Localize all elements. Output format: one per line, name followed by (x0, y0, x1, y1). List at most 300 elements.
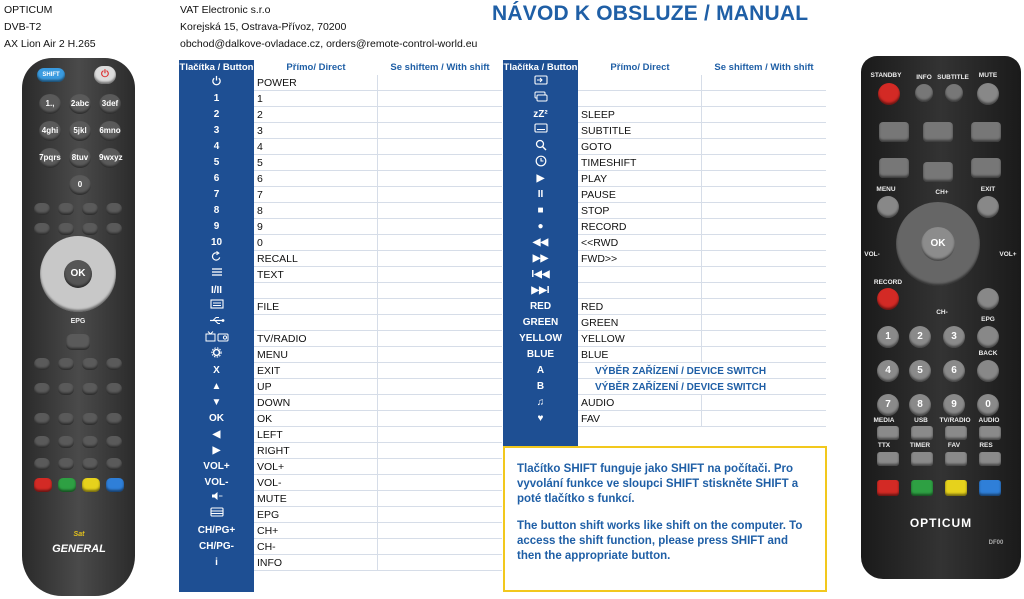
standard-line: DVB-T2 (4, 21, 42, 33)
function-key[interactable] (106, 203, 122, 215)
epg-button[interactable] (977, 326, 999, 348)
button-cell (503, 139, 578, 155)
shift-cell (378, 123, 502, 139)
button-cell: ♫ (536, 397, 545, 408)
table-row (503, 107, 826, 123)
table-row (503, 411, 826, 427)
table-row (503, 299, 826, 315)
function-key[interactable] (34, 203, 50, 215)
red-key[interactable] (34, 478, 52, 492)
table-row (503, 203, 826, 219)
function-key[interactable] (945, 452, 967, 466)
shift-cell (702, 363, 826, 379)
mute-label: MUTE (978, 72, 998, 79)
button-cell: CH/PG- (199, 541, 234, 552)
ok-button[interactable]: OK (921, 227, 955, 261)
shift-cell (702, 267, 826, 283)
tv-radio-icon (205, 331, 229, 348)
direct-cell: RECORD (578, 219, 702, 235)
function-key[interactable] (82, 436, 98, 448)
direct-cell: UP (254, 379, 378, 395)
digit-key-6[interactable]: 6 (943, 360, 965, 382)
button-cell: GREEN (522, 317, 559, 328)
direct-cell: MENU (254, 347, 378, 363)
shift-cell (702, 251, 826, 267)
function-key[interactable] (979, 426, 1001, 440)
function-key[interactable] (106, 223, 122, 235)
direct-cell: PLAY (578, 171, 702, 187)
table-row (179, 219, 502, 235)
direct-cell: <<RWD (578, 235, 702, 251)
button-cell: 7 (213, 189, 220, 200)
shift-cell (702, 203, 826, 219)
digit-key-9[interactable]: 9 (943, 394, 965, 416)
direct-cell: 5 (254, 155, 378, 171)
table-row (503, 363, 826, 379)
table-row (179, 171, 502, 187)
button-cell (179, 315, 254, 331)
info-button[interactable] (915, 84, 933, 102)
ttx-label: TTX (877, 442, 891, 449)
exit-button[interactable] (977, 196, 999, 218)
shift-cell (378, 523, 502, 539)
col-button-header: Tlačítka / Button (503, 62, 578, 73)
table-row (179, 363, 502, 379)
direct-cell: 1 (254, 91, 378, 107)
direct-cell: TIMESHIFT (578, 155, 702, 171)
device-switch-label: VÝBĚR ZAŘÍZENÍ / DEVICE SWITCH (595, 382, 767, 393)
table-row (179, 427, 502, 443)
button-cell (179, 347, 254, 363)
table-row (503, 139, 826, 155)
digit-key-0[interactable]: 0 (69, 175, 91, 195)
direct-cell: EPG (254, 507, 378, 523)
shift-cell (378, 267, 502, 283)
shift-cell (702, 107, 826, 123)
table-row (179, 395, 502, 411)
button-cell: 6 (213, 173, 220, 184)
direct-cell: RECALL (254, 251, 378, 267)
shift-cell (378, 491, 502, 507)
function-key[interactable] (34, 413, 50, 425)
button-cell: 1 (213, 93, 220, 104)
power-button[interactable]: ⏻ (94, 66, 116, 84)
button-cell: 3 (213, 125, 220, 136)
blue-key[interactable] (979, 480, 1001, 496)
table-header (503, 60, 826, 75)
epg-label: EPG (70, 318, 86, 325)
function-key[interactable] (58, 458, 74, 470)
shift-button[interactable]: SHIFT (37, 68, 65, 82)
shift-cell (702, 395, 826, 411)
vol-minus-label: VOL- (864, 251, 880, 258)
usb-icon (209, 315, 225, 331)
direct-cell (254, 315, 378, 331)
record-label: RECORD (873, 279, 903, 286)
table-row (179, 267, 502, 283)
button-cell: A (536, 365, 545, 376)
function-key[interactable] (877, 452, 899, 466)
table-row (503, 171, 826, 187)
button-cell: ▼ (211, 397, 222, 408)
vol-plus-label: VOL+ (999, 251, 1017, 258)
digit-key-8[interactable]: 8 (909, 394, 931, 416)
table-row (179, 491, 502, 507)
audio-label: AUDIO (978, 417, 1000, 424)
table-header (179, 60, 502, 75)
button-cell: 2 (213, 109, 220, 120)
function-key[interactable] (82, 358, 98, 370)
shift-cell (702, 347, 826, 363)
transport-key[interactable] (923, 162, 953, 182)
shift-cell (378, 219, 502, 235)
button-cell: ■ (537, 205, 544, 216)
timer-label: TIMER (909, 442, 931, 449)
digit-key-5[interactable]: 5jkl (69, 121, 91, 141)
direct-cell: RIGHT (254, 443, 378, 459)
company-email: obchod@dalkove-ovladace.cz, orders@remote-control-world.eu (180, 38, 478, 50)
shift-cell (702, 219, 826, 235)
function-key[interactable] (58, 383, 74, 395)
table-row (179, 91, 502, 107)
general-logo: GENERAL (52, 543, 106, 555)
direct-cell (578, 91, 702, 107)
direct-cell: RED (578, 299, 702, 315)
table-row (503, 347, 826, 363)
opticum-remote (861, 56, 1021, 579)
shift-cell (378, 107, 502, 123)
table-row (179, 123, 502, 139)
shift-cell (378, 187, 502, 203)
button-cell: ▲ (211, 381, 222, 392)
function-key[interactable] (58, 413, 74, 425)
green-key[interactable] (58, 478, 76, 492)
col-direct-header: Přímo/ Direct (286, 62, 346, 73)
button-cell: YELLOW (519, 333, 562, 344)
direct-cell: TEXT (254, 267, 378, 283)
epg-button[interactable] (66, 334, 90, 350)
shift-cell (702, 235, 826, 251)
menu-label: MENU (876, 186, 896, 193)
shift-cell (702, 91, 826, 107)
direct-cell: MUTE (254, 491, 378, 507)
table-row (179, 155, 502, 171)
direct-cell: LEFT (254, 427, 378, 443)
direct-cell: FWD>> (578, 251, 702, 267)
epg-icon (210, 507, 224, 523)
shift-cell (378, 235, 502, 251)
shift-cell (378, 283, 502, 299)
function-key[interactable] (34, 436, 50, 448)
button-cell: RED (529, 301, 552, 312)
button-cell: X (213, 365, 220, 376)
shift-cell (378, 475, 502, 491)
shift-cell (378, 395, 502, 411)
digit-key-7[interactable]: 7pqrs (39, 148, 61, 168)
digit-key-2[interactable]: 2 (909, 326, 931, 348)
function-key[interactable] (106, 383, 122, 395)
digit-key-3[interactable]: 3 (943, 326, 965, 348)
digit-key-0[interactable]: 0 (977, 394, 999, 416)
button-cell: 4 (213, 141, 220, 152)
function-key[interactable] (34, 223, 50, 235)
table-row (179, 331, 502, 347)
table-row (179, 251, 502, 267)
function-key[interactable] (106, 413, 122, 425)
function-key[interactable] (945, 426, 967, 440)
shift-cell (378, 171, 502, 187)
gear-icon (211, 347, 222, 364)
table-row (179, 411, 502, 427)
shift-cell (702, 411, 826, 427)
function-key[interactable] (979, 452, 1001, 466)
button-cell (179, 331, 254, 347)
function-key[interactable] (82, 223, 98, 235)
table-row (179, 523, 502, 539)
table-row (503, 267, 826, 283)
shift-cell (378, 363, 502, 379)
media-label: MEDIA (873, 417, 895, 424)
button-cell (179, 491, 254, 507)
direct-cell (578, 379, 767, 395)
digit-key-4[interactable]: 4 (877, 360, 899, 382)
shift-cell (702, 75, 826, 91)
usb-label: USB (914, 417, 928, 424)
button-cell: BLUE (526, 349, 555, 360)
button-cell: ◀◀ (532, 237, 549, 248)
function-key[interactable] (877, 426, 899, 440)
digit-key-2[interactable]: 2abc (69, 94, 91, 114)
button-cell (179, 75, 254, 91)
table-row (503, 283, 826, 299)
green-key[interactable] (911, 480, 933, 496)
table-row (179, 315, 502, 331)
standby-button[interactable] (878, 83, 900, 105)
table-row (179, 459, 502, 475)
button-cell: I◀◀ (531, 269, 550, 280)
digit-key-3[interactable]: 3def (99, 94, 121, 114)
direct-cell: 7 (254, 187, 378, 203)
company-name: VAT Electronic s.r.o (180, 4, 271, 16)
yellow-key[interactable] (82, 478, 100, 492)
transport-key[interactable] (971, 158, 1001, 178)
function-key[interactable] (82, 458, 98, 470)
direct-cell (578, 283, 702, 299)
function-key[interactable] (106, 358, 122, 370)
button-cell (503, 155, 578, 171)
mute-icon (211, 491, 223, 507)
menu-button[interactable] (877, 196, 899, 218)
table-row (503, 75, 826, 91)
subtitle-icon (534, 123, 548, 139)
button-cell (179, 251, 254, 267)
function-key[interactable] (106, 458, 122, 470)
digit-key-1[interactable]: 1., (39, 94, 61, 114)
digit-key-8[interactable]: 8tuv (69, 148, 91, 168)
digit-key-5[interactable]: 5 (909, 360, 931, 382)
standby-label: STANDBY (870, 72, 902, 79)
function-key[interactable] (58, 223, 74, 235)
direct-cell (578, 267, 702, 283)
digit-key-7[interactable]: 7 (877, 394, 899, 416)
blue-key[interactable] (106, 478, 124, 492)
button-cell: B (536, 381, 545, 392)
table-row (179, 235, 502, 251)
shift-cell (378, 379, 502, 395)
shift-cell (702, 123, 826, 139)
epg-label: EPG (981, 316, 995, 323)
brand-line: OPTICUM (4, 4, 53, 16)
button-cell (179, 299, 254, 315)
function-key[interactable] (106, 436, 122, 448)
button-cell: VOL+ (203, 461, 230, 472)
digit-key-6[interactable]: 6mno (99, 121, 121, 141)
direct-cell: CH+ (254, 523, 378, 539)
table-row (503, 379, 826, 395)
direct-cell: POWER (254, 75, 378, 91)
shift-cell (378, 75, 502, 91)
info-label: INFO (916, 74, 932, 81)
model-code: DF00 (988, 540, 1004, 546)
direct-cell: VOL+ (254, 459, 378, 475)
tv-radio-label: TV/RADIO (939, 417, 971, 424)
function-key[interactable] (58, 203, 74, 215)
direct-cell: EXIT (254, 363, 378, 379)
transport-key[interactable] (879, 158, 909, 178)
button-table-right (503, 60, 827, 446)
button-cell: ▶ (536, 173, 545, 184)
function-key[interactable] (82, 203, 98, 215)
subtitle-button[interactable] (945, 84, 963, 102)
direct-cell: DOWN (254, 395, 378, 411)
button-cell: 9 (213, 221, 220, 232)
col-direct-header: Přímo/ Direct (610, 62, 670, 73)
exit-label: EXIT (980, 186, 996, 193)
table-row (179, 107, 502, 123)
direct-cell: 0 (254, 235, 378, 251)
shift-cell (702, 331, 826, 347)
table-row (179, 139, 502, 155)
transport-key[interactable] (923, 122, 953, 142)
button-cell: ◀ (212, 429, 221, 440)
button-cell (503, 75, 578, 91)
shift-cell (702, 187, 826, 203)
ch-plus-label: CH+ (935, 189, 949, 196)
button-cell: 10 (210, 237, 223, 248)
function-key[interactable] (58, 358, 74, 370)
ok-button[interactable]: OK (64, 260, 92, 288)
shift-cell (378, 539, 502, 555)
yellow-key[interactable] (945, 480, 967, 496)
table-row (503, 235, 826, 251)
direct-cell (578, 75, 702, 91)
transport-key[interactable] (879, 122, 909, 142)
table-row (179, 507, 502, 523)
back-button[interactable] (977, 360, 999, 382)
button-cell: ● (537, 221, 544, 232)
table-row (179, 203, 502, 219)
table-row (179, 443, 502, 459)
note-english: The button shift works like shift on the computer. To access the shift function, please press SHIFT and then the appropriate button. (517, 520, 803, 562)
button-cell: VOL- (204, 477, 229, 488)
input-icon (534, 75, 548, 91)
digit-key-9[interactable]: 9wxyz (99, 148, 121, 168)
direct-cell: YELLOW (578, 331, 702, 347)
direct-cell: TV/RADIO (254, 331, 378, 347)
table-row (503, 123, 826, 139)
function-key[interactable] (58, 436, 74, 448)
shift-cell (702, 139, 826, 155)
record-button[interactable] (877, 288, 899, 310)
shift-cell (378, 139, 502, 155)
model-info (4, 2, 96, 53)
recall-icon (211, 251, 222, 268)
table-row (179, 187, 502, 203)
digit-key-1[interactable]: 1 (877, 326, 899, 348)
digit-key-4[interactable]: 4ghi (39, 121, 61, 141)
col-shift-header: Se shiftem / With shift (714, 62, 814, 73)
table-row (503, 251, 826, 267)
table-row (503, 395, 826, 411)
shift-cell (378, 315, 502, 331)
shift-cell (378, 203, 502, 219)
mute-button[interactable] (977, 83, 999, 105)
text-icon (211, 267, 223, 283)
opticum-logo: OPTICUM (909, 516, 973, 530)
table-row (179, 539, 502, 555)
shift-cell (378, 331, 502, 347)
direct-cell: 6 (254, 171, 378, 187)
shift-cell (378, 459, 502, 475)
button-cell: CH/PG+ (197, 525, 236, 536)
shift-cell (378, 443, 502, 459)
table-row (503, 219, 826, 235)
transport-key[interactable] (971, 122, 1001, 142)
file-icon (210, 299, 224, 315)
function-key[interactable] (82, 413, 98, 425)
back-label: BACK (978, 350, 998, 357)
button-cell: ♥ (537, 413, 544, 424)
shift-cell (378, 507, 502, 523)
note-czech: Tlačítko SHIFT funguje jako SHIFT na počítači. Pro vyvolání funkce ve sloupci SHIFT stiskněte SHIFT a poté tlačítko s funkcí. (517, 463, 799, 505)
function-key[interactable] (82, 383, 98, 395)
direct-cell: BLUE (578, 347, 702, 363)
button-cell: I/II (210, 285, 223, 296)
company-info (180, 2, 477, 53)
company-address: Korejská 15, Ostrava-Přívoz, 70200 (180, 21, 347, 33)
direct-cell: 8 (254, 203, 378, 219)
table-row (503, 331, 826, 347)
function-key[interactable] (911, 426, 933, 440)
direct-cell: OK (254, 411, 378, 427)
red-key[interactable] (877, 480, 899, 496)
table-row (179, 75, 502, 91)
direct-cell: GREEN (578, 315, 702, 331)
function-key[interactable] (911, 452, 933, 466)
pip-icon (534, 91, 548, 108)
table-row (179, 475, 502, 491)
shift-cell (702, 315, 826, 331)
function-key[interactable] (34, 383, 50, 395)
function-key[interactable] (34, 458, 50, 470)
function-key[interactable] (34, 358, 50, 370)
button-cell: ▶▶ (532, 253, 549, 264)
direct-cell: SUBTITLE (578, 123, 702, 139)
shift-cell (702, 379, 826, 395)
model-line: AX Lion Air 2 H.265 (4, 38, 96, 50)
table-row (179, 379, 502, 395)
stop-button[interactable] (977, 288, 999, 310)
